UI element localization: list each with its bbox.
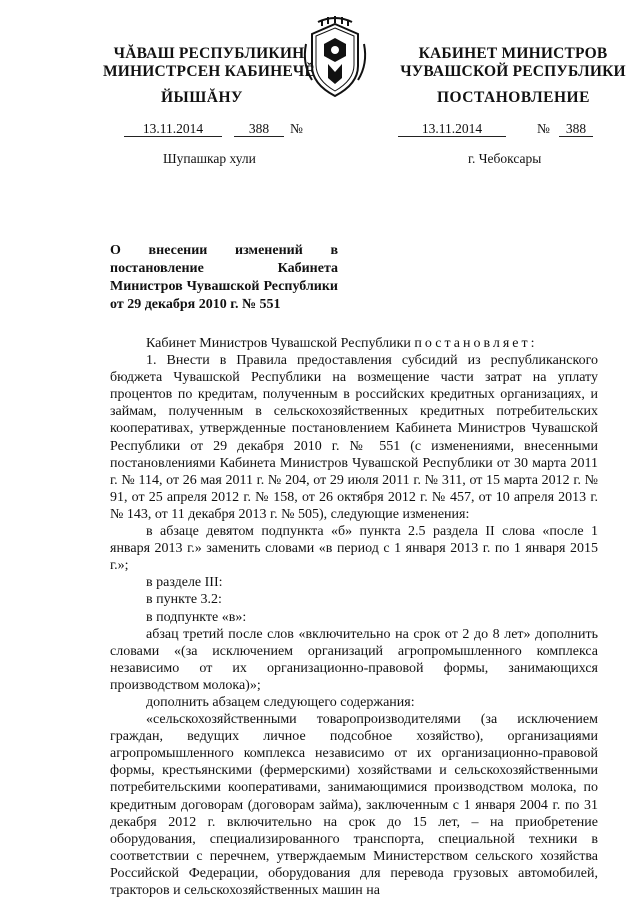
body-paragraph: 1. Внести в Правила предоставления субсидий из республиканского бюджета Чувашской Республики на возмещение части затрат на уплату процентов по кредитам, полученным в российских кредитных организациях, и займам, полученным в сельскохозяйственных кредитных потребительских кооперативах, утвержденные постановлением Кабинета Министров Чувашской Республики от 29 декабря 2010 г. № 551 (с изменениями, внесенными постановлениями Кабинета Министров Чувашской Республики от 30 марта 2011 г. № 114, от 26 мая 2011 г. № 204, от 29 июля 2011 г. № 311, от 15 марта 2012 г. № 91, от 25 апреля 2012 г. № 158, от 26 октября 2012 г. № 457, от 10 апреля 2013 г. № 143, от 11 декабря 2013 г. № 505), следующие изменения: <box>110 353 598 522</box>
doc-type-right: ПОСТАНОВЛЕНИЕ <box>437 89 590 106</box>
intro-verb: постановляет: <box>414 336 538 351</box>
left-number: 388 <box>248 121 270 136</box>
header-right-line-1: КАБИНЕТ МИНИСТРОВ <box>418 45 608 62</box>
right-number-field <box>559 122 593 137</box>
right-date: 13.11.2014 <box>421 121 483 136</box>
doc-type-left: ЙЫШĂНУ <box>161 89 243 106</box>
body-intro <box>110 335 598 352</box>
header-right <box>388 45 638 81</box>
left-city: Шупашкар хули <box>163 151 256 166</box>
left-date-field <box>124 122 222 137</box>
document-subject: О внесении изменений в постановление Кабинета Министров Чувашской Республики от 29 декабря 2010 г. № 551 <box>110 243 338 312</box>
left-number-field <box>234 122 284 137</box>
left-number-sign: № <box>290 121 303 136</box>
body-paragraph: в пункте 3.2: <box>146 592 222 608</box>
body-paragraph: «сельскохозяйственными товаропроизводителями (за исключением граждан, ведущих личное подсобное хозяйство), организациями агропромышленного комплекса независимо от их организационно-правовой формы, крестьянскими (фермерскими) хозяйствами и сельскохозяйственными потребительскими кооперативами, занимающимися производством молока, по кредитным договорам (договорам займа), заключенным с 1 января 2004 г. по 31 декабря 2012 г. включительно на срок до 15 лет, – на приобретение оборудования, специализированного транспорта, специальной техники в соответствии с перечнем, утверждаемым Министерством сельского хозяйства Российской Федерации, оборудования для перевода грузовых автомобилей, тракторов и сельскохозяйственных машин на <box>110 712 598 898</box>
body-paragraph: в разделе III: <box>146 575 223 591</box>
right-number: 388 <box>565 121 587 136</box>
document-body <box>110 335 598 899</box>
header-left-line-2: МИНИСТРСЕН КАБИНЕЧĚ <box>102 63 316 80</box>
header-right-line-2: ЧУВАШСКОЙ РЕСПУБЛИКИ <box>400 63 626 80</box>
right-city: г. Чебоксары <box>468 151 542 166</box>
coat-of-arms-emblem <box>298 14 372 102</box>
body-paragraph: в подпункте «в»: <box>146 609 247 625</box>
left-date: 13.11.2014 <box>142 121 204 136</box>
body-paragraph: абзац третий после слов «включительно на срок от 2 до 8 лет» дополнить словами «(за исключением организаций агропромышленного комплекса независимо от их организационно-правовой формы, занимающихся производством молока)»; <box>110 626 598 693</box>
header-left-line-1: ЧĂВАШ РЕСПУБЛИКИН <box>113 45 305 62</box>
header-left <box>84 45 334 81</box>
right-date-field <box>398 122 506 137</box>
body-paragraph: в абзаце девятом подпункта «б» пункта 2.5 раздела II слова «после 1 января 2013 г.» заменить словами «в период с 1 января 2013 г. по 1 января 2015 г.»; <box>110 524 598 574</box>
body-paragraph: дополнить абзацем следующего содержания: <box>146 694 415 710</box>
intro-text: Кабинет Министров Чувашской Республики <box>146 336 415 351</box>
right-number-sign: № <box>537 121 550 136</box>
